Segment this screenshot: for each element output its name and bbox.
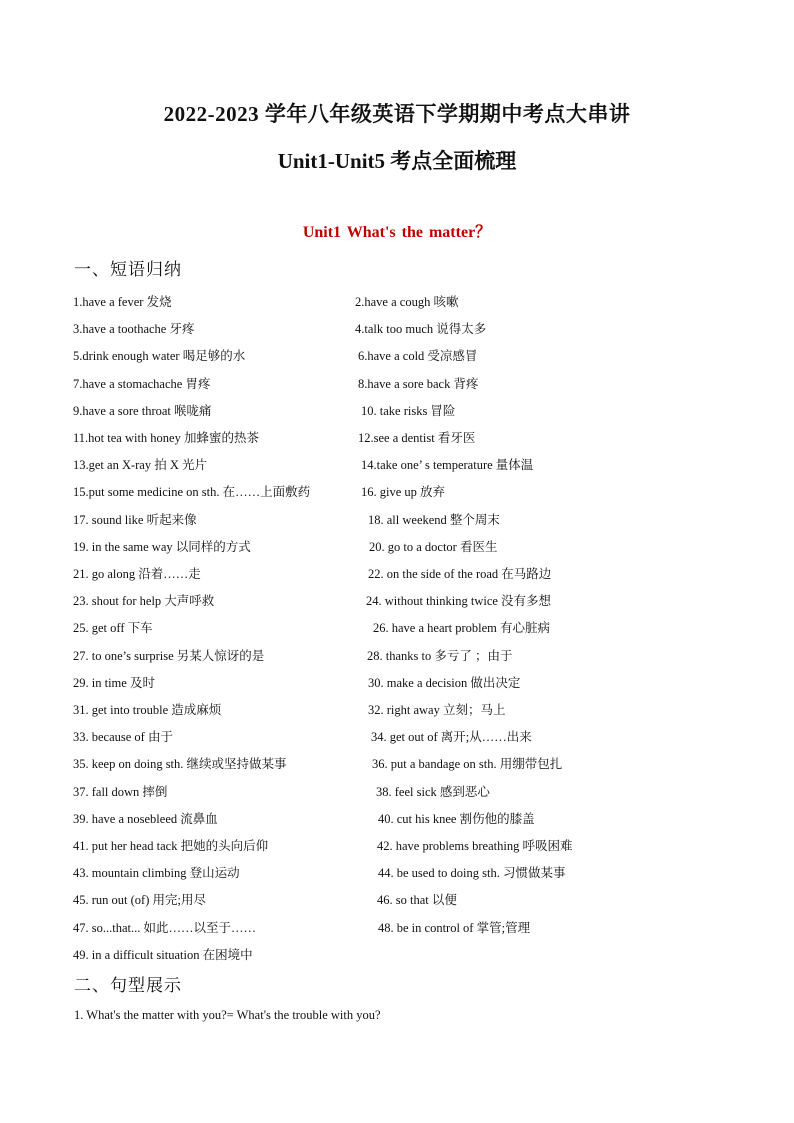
phrase-item: 10. take risks 冒险 [361, 404, 456, 418]
phrase-item: 47. so...that... 如此……以至于…… [73, 921, 256, 935]
phrase-item: 9.have a sore throat 喉咙痛 [73, 404, 212, 418]
phrase-item: 5.drink enough water 喝足够的水 [73, 349, 246, 363]
phrase-item: 19. in the same way 以同样的方式 [73, 540, 251, 554]
phrase-item: 31. get into trouble 造成麻烦 [73, 703, 222, 717]
phrase-item: 1.have a fever 发烧 [73, 295, 172, 309]
phrase-item: 36. put a bandage on sth. 用绷带包扎 [372, 757, 563, 771]
phrase-item: 6.have a cold 受凉感冒 [358, 349, 478, 363]
phrase-item: 35. keep on doing sth. 继续或坚持做某事 [73, 757, 287, 771]
phrase-item: 28. thanks to 多亏了 ；由于 [367, 649, 513, 663]
phrase-item: 16. give up 放弃 [361, 485, 446, 499]
phrase-item: 49. in a difficult situation 在困境中 [73, 948, 253, 962]
phrase-item: 15.put some medicine on sth. 在……上面敷药 [73, 485, 311, 499]
phrase-item: 32. right away 立刻；马上 [368, 703, 506, 717]
phrase-item: 26. have a heart problem 有心脏病 [373, 621, 551, 635]
phrase-item: 14.take one’ s temperature 量体温 [361, 458, 534, 472]
phrase-item: 20. go to a doctor 看医生 [369, 540, 498, 554]
phrase-item: 21. go along 沿着……走 [73, 567, 201, 581]
phrase-item: 25. get off 下车 [73, 621, 153, 635]
phrase-item: 29. in time 及时 [73, 676, 155, 690]
phrase-item: 23. shout for help 大声呼救 [73, 594, 215, 608]
phrase-item: 18. all weekend 整个周末 [368, 513, 500, 527]
phrase-item: 34. get out of 离开;从……出来 [371, 730, 532, 744]
document-title: 2022-2023 学年八年级英语下学期期中考点大串讲 [163, 102, 631, 126]
sentence-item: 1. What's the matter with you?= What's the trouble with you? [74, 1008, 381, 1022]
phrase-item: 12.see a dentist 看牙医 [358, 431, 476, 445]
phrase-item: 13.get an X-ray 拍 X 光片 [73, 458, 207, 472]
unit-heading: Unit1 What's the matter？ [302, 224, 492, 241]
section-title-sentences: 二、句型展示 [74, 976, 182, 996]
phrase-item: 40. cut his knee 割伤他的膝盖 [378, 812, 535, 826]
phrase-item: 11.hot tea with honey 加蜂蜜的热茶 [73, 431, 259, 445]
phrase-item: 7.have a stomachache 胃疼 [73, 377, 211, 391]
phrase-item: 30. make a decision 做出决定 [368, 676, 521, 690]
phrase-item: 44. be used to doing sth. 习惯做某事 [378, 866, 566, 880]
phrase-item: 43. mountain climbing 登山运动 [73, 866, 240, 880]
phrase-item: 37. fall down 摔倒 [73, 785, 168, 799]
phrase-item: 42. have problems breathing 呼吸困难 [377, 839, 573, 853]
phrase-item: 8.have a sore back 背疼 [358, 377, 479, 391]
phrase-item: 27. to one’s surprise 另某人惊讶的是 [73, 649, 265, 663]
phrase-item: 48. be in control of 掌管;管理 [378, 921, 531, 935]
phrase-item: 33. because of 由于 [73, 730, 173, 744]
phrase-item: 41. put her head tack 把她的头向后仰 [73, 839, 269, 853]
phrase-item: 2.have a cough 咳嗽 [355, 295, 459, 309]
phrase-item: 38. feel sick 感到恶心 [376, 785, 490, 799]
phrase-item: 39. have a nosebleed 流鼻血 [73, 812, 218, 826]
section-title-phrases: 一、短语归纳 [74, 260, 182, 280]
phrase-item: 24. without thinking twice 没有多想 [366, 594, 552, 608]
phrase-item: 46. so that 以便 [377, 893, 457, 907]
phrase-item: 45. run out (of) 用完;用尽 [73, 893, 206, 907]
phrase-item: 4.talk too much 说得太多 [355, 322, 487, 336]
phrase-item: 3.have a toothache 牙疼 [73, 322, 195, 336]
phrase-item: 17. sound like 听起来像 [73, 513, 197, 527]
phrase-item: 22. on the side of the road 在马路边 [368, 567, 552, 581]
document-subtitle: Unit1-Unit5 考点全面梳理 [277, 149, 517, 173]
